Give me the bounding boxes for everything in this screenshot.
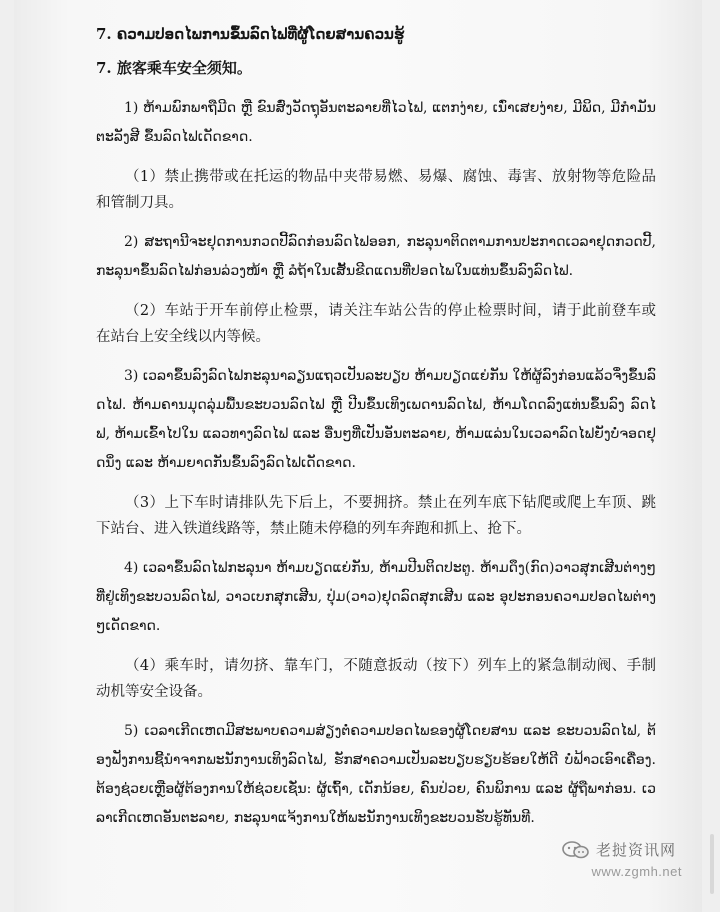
document-content — [96, 24, 656, 845]
watermark — [562, 839, 676, 860]
watermark-label: 老挝资讯网 — [595, 842, 676, 859]
wechat-icon — [562, 840, 590, 860]
paragraph-lao-4: 4) ເວລາຂຶ້ນລົດໄຟກະລຸນາ ຫ້າມບຽດແຍ່ກັນ, ຫ້າມປີນຕິດປະຕູ. ຫ້າມດຶງ(ກົດ)ວາວສຸກເສີນຕ່າງໆທີ່ຢູ່ເທິງຂະບວນລົດໄຟ, ວາວເບກສຸກເສີນ, ປຸ່ມ(ວາວ)ຢຸດລົດສຸກເສີນ ແລະ ອຸປະກອນຄວາມປອດໄພຕ່າງໆເດັດຂາດ. — [96, 560, 656, 634]
paragraph-zh-3: （3）上下车时请排队先下后上，不要拥挤。禁止在列车底下钻爬或爬上车顶、跳下站台、进入铁道线路等，禁止随未停稳的列车奔跑和抓上、抢下。 — [96, 495, 656, 537]
paragraph-lao-1: 1) ຫ້າມພົກພາຖືມີດ ຫຼື ຂົນສົ່ງວັດຖຸອັນຕະລາຍທີ່ໄວໄຟ, ແຕກງ່າຍ, ເນົ່າເສຍງ່າຍ, ມີພິດ, ມີກຳມັນຕະລັງສີ ຂຶ້ນລົດໄຟເດັດຂາດ. — [96, 100, 656, 145]
paragraph-lao-3: 3) ເວລາຂຶ້ນລົງລົດໄຟກະລຸນາລຽນແຖວເປັນລະບຽບ ຫ້າມບຽດແຍ່ກັນ ໃຫ້ຜູ້ລົງກ່ອນແລ້ວຈຶ່ງຂຶ້ນລົດໄຟ. ຫ້າມຄານມຸດລຸ່ມພື້ນຂະບວນລົດໄຟ ຫຼື ປີນຂຶ້ນເທິງເພດານລົດໄຟ, ຫ້າມໂດດລົງແທ່ນຂຶ້ນລົງ ລົດໄຟ, ຫ້າມເຂົ້າໄປໃນ ແລວທາງລົດໄຟ ແລະ ອື່ນໆທີ່ເປັນອັນຕະລາຍ, ຫ້າມແລ່ນໃນເວລາລົດໄຟຍັງບໍ່ຈອດຢຸດນິ່ງ ແລະ ຫ້າມຍາດກັນຂຶ້ນລົງລົດໄຟເດັດຂາດ. — [96, 368, 656, 471]
heading-chinese: 7. 旅客乘车安全须知。 — [96, 59, 252, 77]
heading-lao: 7. ຄວາມປອດໄພການຂຶ້ນລົດໄຟທີ່ຜູ້ໂດຍສານຄວນຮູ້ — [96, 25, 405, 43]
paragraph-lao-5: 5) ເວລາເກີດເຫດມີສະພາບຄວາມສ່ຽງຕໍ່ຄວາມປອດໄພຂອງຜູ້ໂດຍສານ ແລະ ຂະບວນລົດໄຟ, ຕ້ອງຟັງການຊີ້ນຳຈາກພະນັກງານເທິງລົດໄຟ, ຮັກສາຄວາມເປັນລະບຽບຮຽບຮ້ອຍໃຫ້ດີ ບໍ່ຟ້າວເອົາເຄື່ອງ. ຕ້ອງຊ່ວຍເຫຼືອຜູ້ຕ້ອງການໃຫ້ຊ່ວຍເຊັ່ນ: ຜູ້ເຖົ້າ, ເດັກນ້ອຍ, ຄົນປ່ວຍ, ຄົນພິການ ແລະ ຜູ້ຖືພາກ່ອນ. ເວລາເກີດເຫດອັນຕະລາຍ, ກະລຸນາແຈ້ງການໃຫ້ພະນັກງານເທິງຂະບວນຮັບຮູ້ທັນທີ. — [96, 723, 656, 826]
document-page — [14, 0, 702, 912]
paragraph-zh-4: （4）乘车时，请勿挤、靠车门，不随意扳动（按下）列车上的紧急制动阀、手制动机等安全设备。 — [96, 658, 656, 700]
paragraph-lao-2: 2) ສະຖານີຈະຢຸດການກວດປີ້ລົດກ່ອນລົດໄຟອອກ, ກະລຸນາຕິດຕາມການປະກາດເວລາຢຸດກວດປີ້, ກະລຸນາຂຶ້ນລົດໄຟກ່ອນລ່ວງໜ້າ ຫຼື ລໍຖ້າໃນເສັ້ນຂີດແດນທີ່ປອດໄພໃນແທ່ນຂຶ້ນລົງລົດໄຟ. — [96, 234, 656, 279]
paragraph-zh-2: （2）车站于开车前停止检票，请关注车站公告的停止检票时间，请于此前登车或在站台上安全线以内等候。 — [96, 303, 656, 345]
scrollbar[interactable] — [710, 834, 714, 894]
watermark-url: www.zgmh.net — [591, 864, 682, 879]
paragraph-zh-1: （1）禁止携带或在托运的物品中夹带易燃、易爆、腐蚀、毒害、放射物等危险品和管制刀具。 — [96, 169, 656, 211]
